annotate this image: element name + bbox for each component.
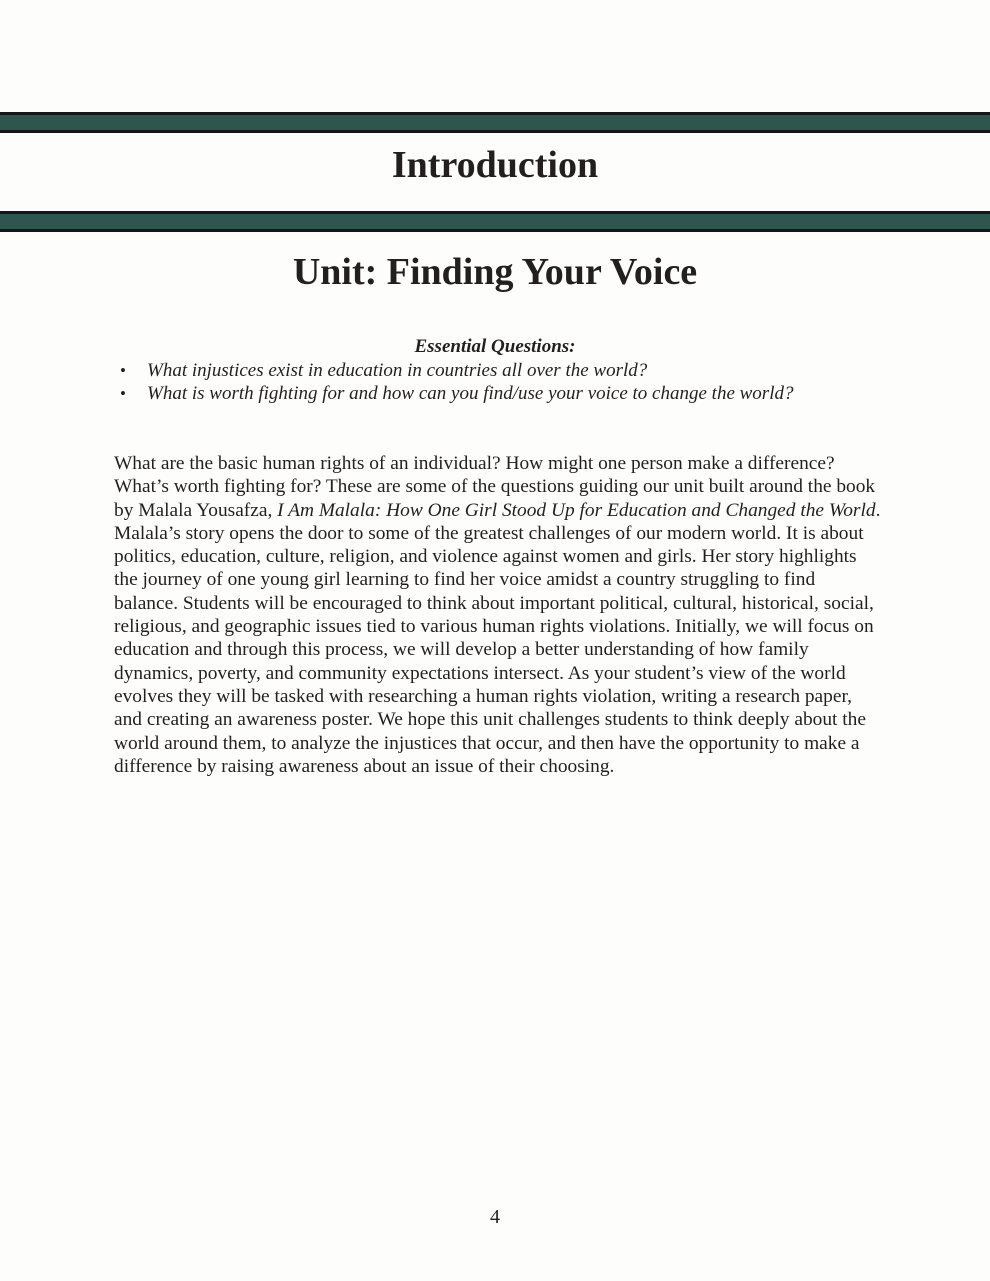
bottom-rule-bar (0, 211, 990, 232)
essential-question-text: What injustices exist in education in countries all over the world? (147, 360, 648, 381)
essential-question-item (120, 382, 910, 405)
essential-question-item (120, 359, 910, 382)
section-title: Introduction (391, 144, 599, 186)
page-number: 4 (490, 1206, 500, 1228)
top-rule-bar (0, 112, 990, 133)
essential-question-text: What is worth fighting for and how can you find/use your voice to change the world? (147, 383, 794, 404)
unit-title: Unit: Finding Your Voice (292, 251, 698, 293)
body-text-lead: What are the basic human rights of an individual? How might one person make a difference? What’s worth fighting for? These are some of the questions guiding our unit built around the book by Malala Yousafza, (114, 453, 876, 521)
bullet-marker: • (120, 384, 126, 403)
bullet-marker: • (120, 361, 126, 380)
essential-questions-heading: Essential Questions: (414, 336, 576, 357)
body-paragraph (114, 452, 882, 778)
essential-questions-list (120, 359, 910, 405)
book-title: I Am Malala: How One Girl Stood Up for Education and Changed the World (277, 499, 876, 521)
body-text-rest: . Malala’s story opens the door to some of the greatest challenges of our modern world. It is about politics, education, culture, religion, and violence against women and girls. Her story highlights the journey of one young girl learning to find her voice amidst a country struggling to find balance. Students will be encouraged to think about important political, cultural, historical, social, religious, and geographic issues tied to various human rights violations. Initially, we will focus on education and through this process, we will develop a better understanding of how family dynamics, poverty, and community expectations intersect. As your student’s view of the world evolves they will be tasked with researching a human rights violation, writing a research paper, and creating an awareness poster. We hope this unit challenges students to think deeply about the world around them, to analyze the injustices that occur, and then have the opportunity to make a difference by raising awareness about an issue of their choosing. (114, 499, 881, 777)
